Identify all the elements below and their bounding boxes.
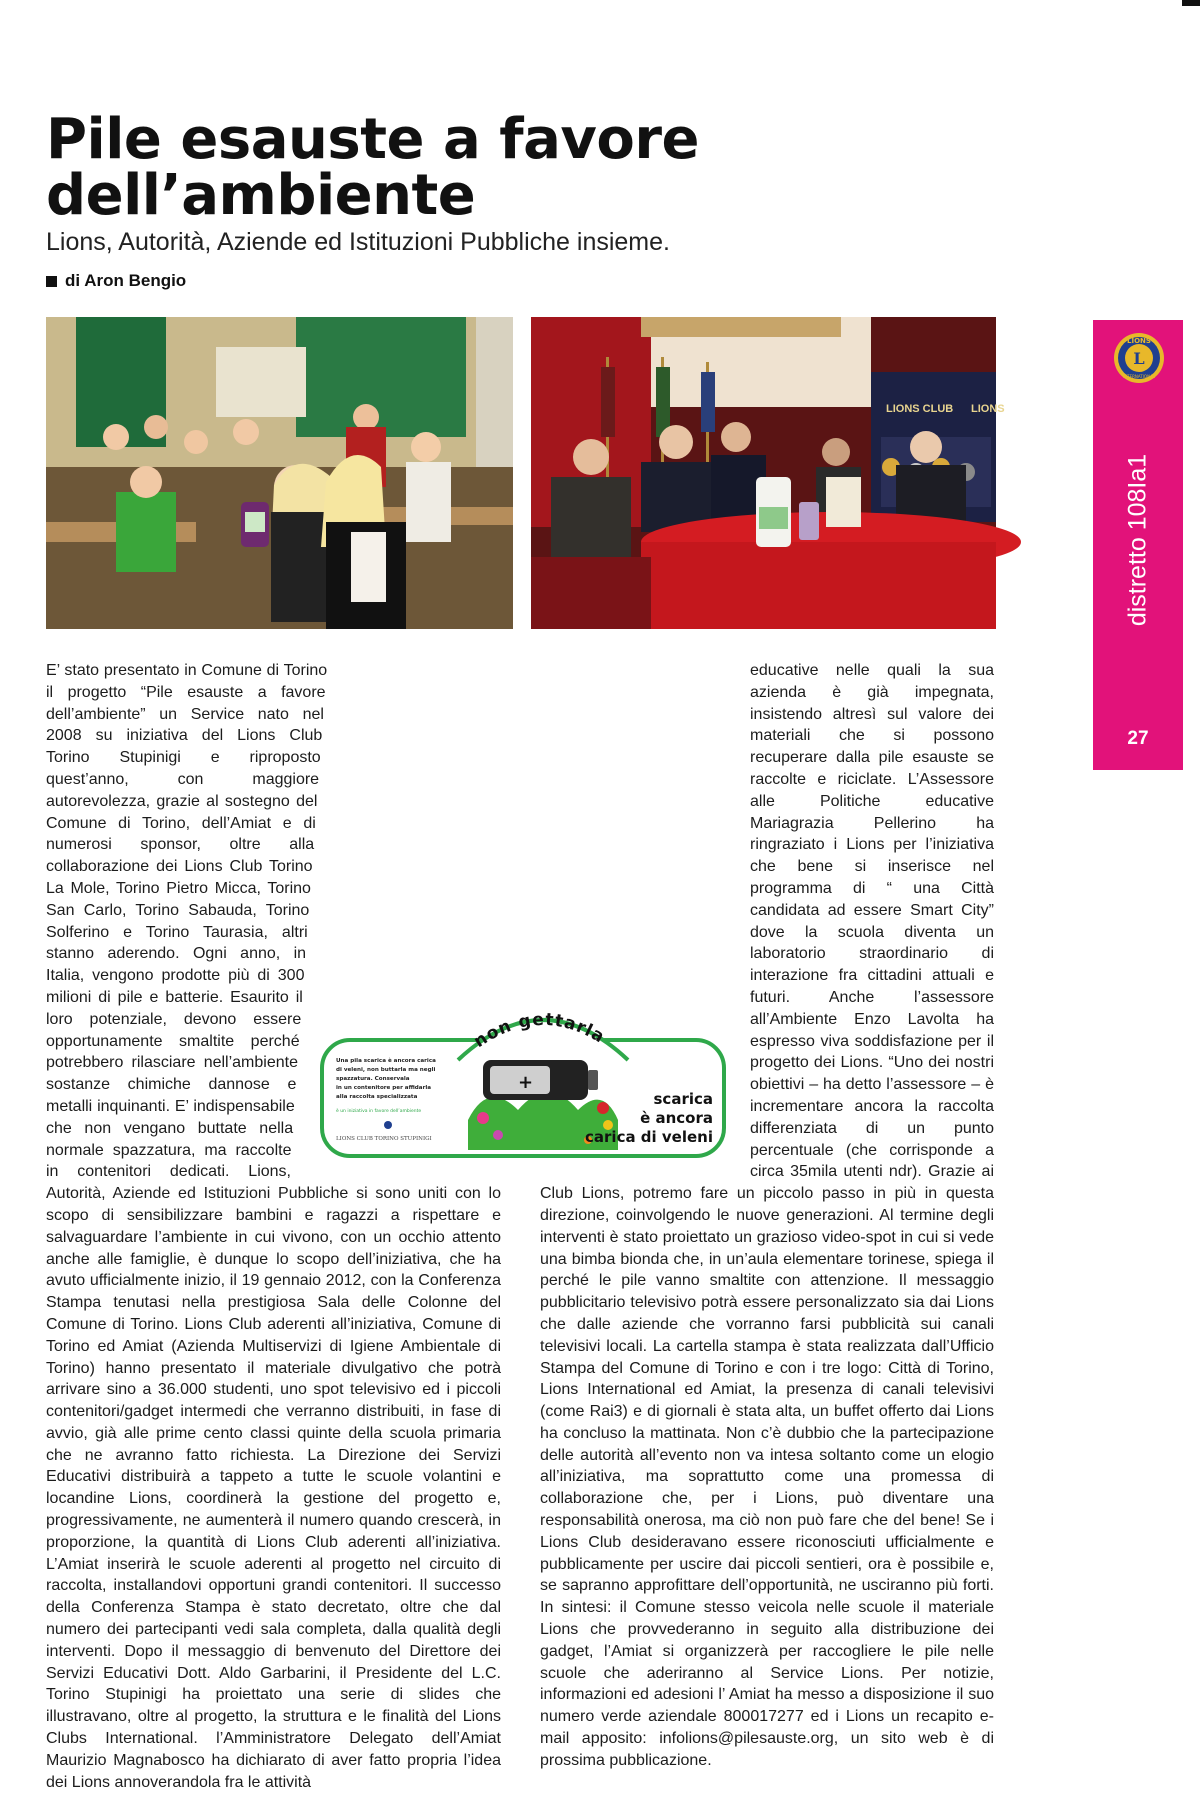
district-label: distretto 108Ia1 <box>1123 453 1152 627</box>
article-body-left-column <box>46 660 501 1793</box>
emblem-top-text: LIONS <box>1127 337 1151 345</box>
lions-international-logo-icon <box>1113 332 1165 384</box>
article-title: Pile esauste a favore dell’ambiente <box>46 107 699 228</box>
byline-square-icon <box>46 276 57 287</box>
svg-text:+: + <box>518 1072 534 1093</box>
sticker-tagline-1: scarica <box>653 1090 713 1108</box>
page-number: 27 <box>1127 728 1149 749</box>
byline <box>46 271 186 291</box>
non-gettarla-sticker <box>318 1000 728 1160</box>
sticker-line-5: alla raccolta specializzata <box>336 1094 418 1100</box>
sticker-line-1: Una pila scarica è ancora carica <box>336 1058 436 1064</box>
sticker-line-4: in un contenitore per affidarla <box>336 1085 432 1091</box>
sticker-lions-mini-icon <box>384 1121 392 1129</box>
byline-author: di Aron Bengio <box>65 271 187 290</box>
battery-icon <box>483 1060 598 1100</box>
classroom-photo <box>46 317 513 629</box>
sticker-club-text: LIONS CLUB TORINO STUPINIGI <box>336 1136 432 1142</box>
sticker-line-6: è un iniziativa in favore dell’ambiente <box>336 1109 422 1114</box>
sticker-line-2: di veleni, non buttarla ma negli <box>336 1067 436 1073</box>
press-conference-photo <box>531 317 1005 629</box>
district-sidebar-tab <box>1093 320 1183 770</box>
sticker-line-3: spazzatura. Conservala <box>336 1076 410 1082</box>
sticker-tagline-3: carica di veleni <box>585 1128 713 1146</box>
sticker-tagline-2: è ancora <box>640 1109 713 1127</box>
article-body-right-column <box>540 660 994 1772</box>
emblem-bottom-text: INTERNATIONAL <box>1122 374 1156 379</box>
banner-text-right: LIONS <box>971 403 1005 415</box>
emblem-letter: L <box>1133 349 1145 368</box>
article-subtitle: Lions, Autorità, Aziende ed Istituzioni Pubbliche insieme. <box>46 228 670 256</box>
article-body-left: E’ stato presentato in Comune di Torino il progetto “Pile esauste a favore dell’ambiente” un Service nato nel 2008 su iniziativa del Lions Club Torino Stupinigi e riproposto quest’anno, con maggiore autorevolezza, grazie al sostegno del Comune di Torino, dell’Amiat e di numerosi sponsor, oltre alla collaborazione dei Lions Club Torino La Mole, Torino Pietro Micca, Torino San Carlo, Torino Sabauda, Torino Solferino e Torino Taurasia, altri stanno aderendo. Ogni anno, in Italia, vengono prodotte più di 300 milioni di pile e batterie. Esaurito il loro potenziale, devono essere opportunamente smaltite perché potrebbero rilasciare nell’ambiente sostanze chimiche dannose e metalli inquinanti. E’ indispensabile che non vengano buttate nella normale spazzatura, ma raccolte in contenitori dedicati. Lions, Autorità, Aziende ed Istituzioni Pubbliche si sono uniti con lo scopo di sensibilizzare bambini e ragazzi a rispettare e salvaguardare l’ambiente in cui vivono, con un occhio attento anche alle famiglie, è dunque lo scopo dell’iniziativa, che ha avuto ufficialmente inizio, il 19 gennaio 2012, con la Conferenza Stampa tenutasi nella prestigiosa Sala delle Colonne del Comune di Torino. Lions Club aderenti all’iniziativa, Comune di Torino ed Amiat (Azienda Multiservizi di Igiene Ambientale di Torino) hanno presentato il materiale divulgativo che potrà arrivare sino a 36.000 studenti, uno spot televisivo ed i piccoli contenitori/gadget intermedi che verranno distribuiti, in fase di avvio, già alle prime cento classi quinte della scuola primaria che ne avranno fatto richiesta. La Direzione dei Servizi Educativi distribuirà a tappeto a tutte le scuole volantini e locandine Lions, coordinerà la gestione del progetto e, progressivamente, ne aumenterà il numero quando crescerà, in proporzione, la quantità di Lions Club aderenti all’iniziativa. L’Amiat inserirà le scuole aderenti al progetto nel circuito di raccolta, installandovi opportuni grandi contenitori. Il successo della Conferenza Stampa è stato decretato, oltre che dal numero dei partecipanti vedi sala completa, dalla qualità degli interventi. Dopo il messaggio di benvenuto del Direttore dei Servizi Educativi Dott. Aldo Garbarini, il Presidente del L.C. Torino Stupinigi ha proiettato una serie di slides che illustravano, oltre al progetto, la struttura e le finalità del Lions Clubs International. l’Amministratore Delegato dell’Amiat Maurizio Magnabosco ha dichiarato di aver fatto propria l’idea dei Lions annoverandola fra le attività <box>46 662 501 1791</box>
banner-text: LIONS CLUB <box>886 403 954 415</box>
article-body-right: educative nelle quali la sua azienda è già impegnata, insistendo altresì sul valore dei materiali che si possono recuperare dalla pile esauste se raccolte e riciclate. L’Assessore alle Politiche educative Mariagrazia Pellerino ha ringraziato i Lions per l’iniziativa che bene si inserisce nel programma di “ una Città candidata ad essere Smart City” dove la scuola diventa un laboratorio straordinario di interazione fra cittadini attuali e futuri. Anche l’assessore all’Ambiente Enzo Lavolta ha espresso viva soddisfazione per il progetto dei Lions. “Uno dei nostri obiettivi – ha detto l’assessore – è incrementare ancora la raccolta differenziata di un punto percentuale (che corrisponde a circa 35mila utenti ndr). Grazie ai Club Lions, potremo fare un piccolo passo in più in questa direzione, coinvolgendo le nuove generazioni. Al termine degli interventi è stato proiettato un grazioso video-spot in cui si vede una bimba bionda che, in un’aula elementare torinese, spiega il perché le pile vanno smaltite con attenzione. Il messaggio pubblicitario televisivo potrà essere personalizzato sia dai Lions che dalle aziende che vorranno farsi pubblicità sui canali televisivi locali. La cartella stampa è stata realizzata dall’Ufficio Stampa del Comune di Torino e con i tre logo: Città di Torino, Lions International ed Amiat, la presenza di canali televisivi (come Rai3) e di giornali è stata alta, un buffet offerto dai Lions ha concluso la mattinata. Non c’è dubbio che la partecipazione delle autorità all’evento non va intesa soltanto come un elogio all’iniziativa, ma soprattutto come una promessa di collaborazione che, per i Lions, può diventare una responsabilità onerosa, ma ciò non può fare che del bene! Se i Lions Club desideravano essere riconosciuti ufficialmente e pubblicamente per uscire dai piccoli sentieri, ora è possibile e, se sapranno approfittare dell’opportunità, ne usciranno più forti. In sintesi: il Comune stesso veicola nelle scuole il materiale Lions che provvederanno in seguito alla distribuzione dei gadget, l’Amiat si organizzerà per raccogliere le pile nelle scuole che aderiranno al Service Lions. Per notizie, informazioni ed adesioni l’ Amiat ha messo a disposizione il suo numero verde aziendale 800017277 ed i Lions un recapito e-mail apposito: infolions@pilesauste.org, un sito web è di prossima pubblicazione. <box>540 662 994 1769</box>
crop-mark <box>1182 0 1200 6</box>
sticker-arc-text: non gettarla <box>470 1009 609 1052</box>
